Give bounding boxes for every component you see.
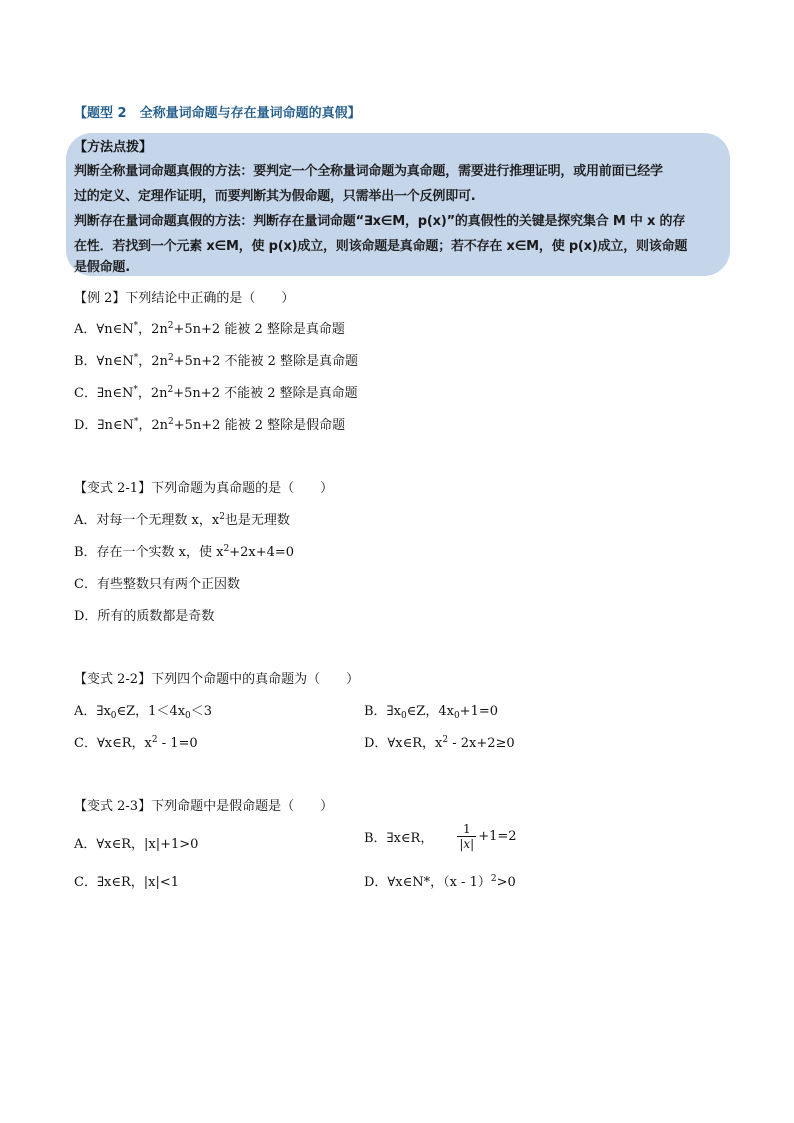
variant-2-3-stem: 【变式 2-3】下列命题中是假命题是（ ） [74, 799, 334, 814]
section-heading: 【题型 2 全称量词命题与存在量词命题的真假】 [74, 106, 361, 121]
tip-line: 判断存在量词命题真假的方法：判断存在量词命题“∃x∈M，p(x)”的真假性的关键是探究集合 M 中 x 的存 [74, 214, 686, 229]
tip-line: 过的定义、定理作证明，而要判断其为假命题，只需举出一个反例即可. [74, 189, 476, 204]
variant-2-1-option-b[interactable]: B．存在一个实数 x，使 $x^2+2x+4=0$ [74, 544, 295, 560]
variant-2-2-option-d[interactable]: D．∀x∈R，$x^2 - 2x+2\ge 0$ [364, 735, 515, 751]
example-2-option-a[interactable]: A．∀n∈N*，$2n^2+5n+2$ 能被 2 整除是真命题 [74, 321, 345, 337]
variant-2-2-option-b[interactable]: B．$\exists x_0\in Z$，$4x_0+1=0$ [364, 704, 498, 721]
variant-2-2-option-a[interactable]: A．$\exists x_0\in Z$，$1<4x_0<3$ [74, 704, 213, 721]
tip-line: 判断全称量词命题真假的方法：要判定一个全称量词命题为真命题，需要进行推理证明，或用前面已经学 [74, 164, 663, 179]
variant-2-2-stem: 【变式 2-2】下列四个命题中的真命题为（ ） [74, 672, 360, 687]
variant-2-3-option-c[interactable]: C．∃x∈R，|x|<1 [74, 875, 179, 890]
variant-2-1-option-a[interactable]: A．对每一个无理数 x，$x^2$也是无理数 [74, 512, 290, 528]
example-2-option-b[interactable]: B．∀n∈N*，$2n^2+5n+2$ 不能被 2 整除是真命题 [74, 353, 359, 369]
method-tips-box [66, 133, 730, 276]
variant-2-1-option-c[interactable]: C．有些整数只有两个正因数 [74, 577, 240, 592]
variant-2-3-option-b[interactable]: B．∃x∈R， $\frac{1}{|x|}$ +1=2 [364, 822, 517, 851]
example-2-option-c[interactable]: C．∃n∈N*，$2n^2+5n+2$ 不能被 2 整除是真命题 [74, 385, 358, 401]
tip-line: 在性．若找到一个元素 x∈M，使 p(x)成立，则该命题是真命题；若不存在 x∈M，使 p(x)成立，则该命题 [74, 239, 688, 254]
method-tips-title: 【方法点拨】 [74, 140, 153, 155]
variant-2-1-stem: 【变式 2-1】下列命题为真命题的是（ ） [74, 481, 334, 496]
example-2-stem: 【例 2】下列结论中正确的是（ ） [74, 291, 295, 306]
example-2-option-d[interactable]: D．∃n∈N*，$2n^2+5n+2$ 能被 2 整除是假命题 [74, 417, 346, 433]
variant-2-3-option-d[interactable]: D．∀x∈N*，（x - 1）$^2$>0 [364, 874, 516, 890]
variant-2-1-option-d[interactable]: D．所有的质数都是奇数 [74, 609, 215, 624]
variant-2-2-option-c[interactable]: C．∀x∈R，$x^2 - 1=0$ [74, 735, 198, 751]
variant-2-3-option-a[interactable]: A．∀x∈R，|x|+1>0 [74, 837, 199, 852]
tip-line: 是假命题. [74, 260, 130, 275]
fraction: $\frac{1}{|x|}$ [459, 822, 475, 851]
